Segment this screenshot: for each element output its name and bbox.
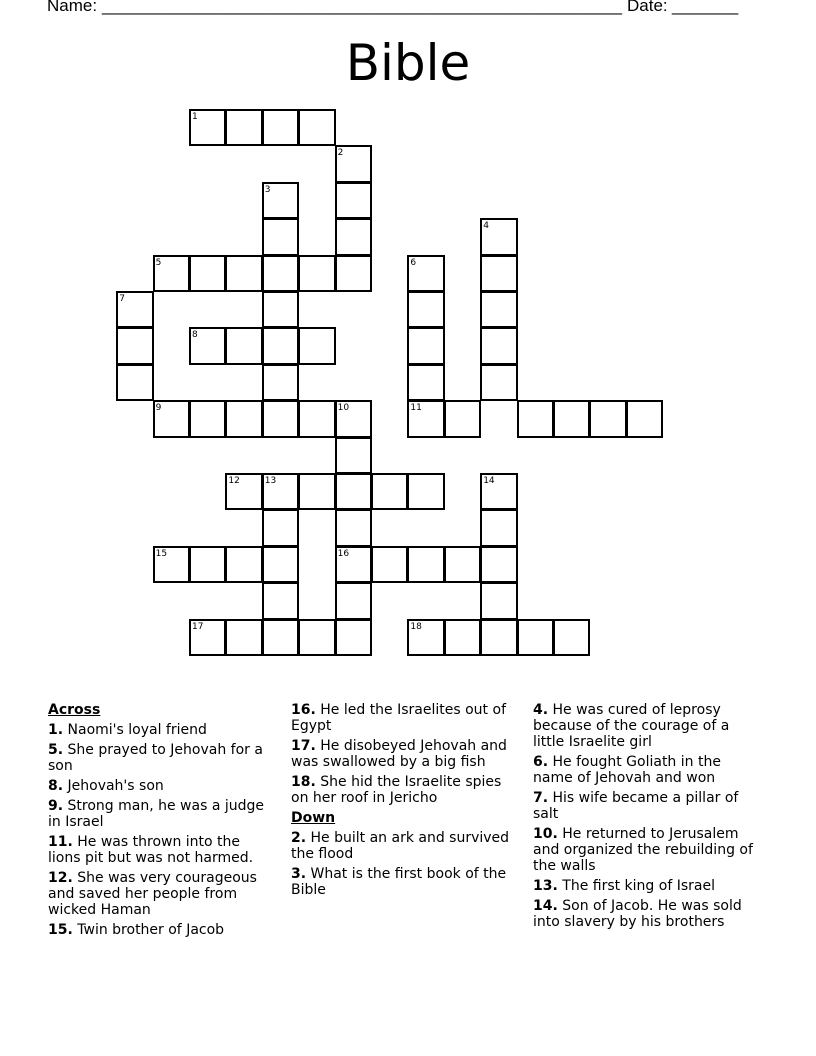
clue-number-label: 15. <box>48 922 73 938</box>
grid-cell[interactable] <box>480 327 517 364</box>
clue-across <box>291 774 519 806</box>
clue-number: 13 <box>264 476 277 486</box>
grid-cell[interactable] <box>407 473 444 510</box>
grid-cell[interactable] <box>480 546 517 583</box>
clue-number-label: 8. <box>48 778 64 794</box>
grid-cell[interactable] <box>444 546 481 583</box>
grid-cell[interactable] <box>335 582 372 619</box>
clue-number-label: 4. <box>533 702 549 718</box>
clue-number: 6 <box>410 257 417 268</box>
clue-number-label: 10. <box>533 826 558 842</box>
clue-across <box>48 742 276 774</box>
clue-section-heading: Across <box>48 702 101 718</box>
clue-number: 8 <box>192 330 198 341</box>
puzzle-title: Bible <box>345 34 471 92</box>
clue-down <box>533 878 765 894</box>
grid-cell[interactable] <box>262 509 299 546</box>
clue-text: He led the Israelites out of Egypt <box>291 702 506 734</box>
clue-down <box>533 790 765 822</box>
clue-number-label: 18. <box>291 774 316 790</box>
grid-cell[interactable] <box>335 437 372 474</box>
grid-cell[interactable] <box>225 400 262 437</box>
grid-cell[interactable] <box>335 473 372 510</box>
date-blank-line: _______ <box>672 0 739 15</box>
grid-cell[interactable] <box>335 509 372 546</box>
grid-cell[interactable] <box>298 327 335 364</box>
clue-number: 4 <box>483 221 489 232</box>
clue-number-label: 9. <box>48 798 64 814</box>
clue-text: Strong man, he was a judge in Israel <box>48 798 264 830</box>
clue-text: Naomi's loyal friend <box>67 722 207 738</box>
grid-cell[interactable] <box>335 218 372 255</box>
clue-number: 17 <box>192 621 204 632</box>
grid-cell[interactable] <box>517 619 554 656</box>
clue-number: 14 <box>483 476 495 486</box>
clue-text: Son of Jacob. He was sold into slavery by his brothers <box>533 898 742 930</box>
clue-text: His wife became a pillar of salt <box>533 790 739 822</box>
grid-cell[interactable] <box>225 109 262 146</box>
clue-down <box>533 898 765 930</box>
grid-cell[interactable] <box>116 327 153 364</box>
clue-text: Twin brother of Jacob <box>77 922 225 938</box>
grid-cell[interactable] <box>480 582 517 619</box>
clue-number: 9 <box>155 403 162 414</box>
grid-cell[interactable] <box>298 619 335 656</box>
grid-cell[interactable] <box>189 255 226 292</box>
clue-number-label: 17. <box>291 738 316 754</box>
clue-number-label: 5. <box>48 742 64 758</box>
grid-cell[interactable] <box>225 255 262 292</box>
clue-text: He was cured of leprosy because of the courage of a little Israelite girl <box>533 702 730 750</box>
grid-cell[interactable] <box>262 291 299 328</box>
grid-cell[interactable] <box>298 109 335 146</box>
grid-cell[interactable] <box>262 327 299 364</box>
clue-across <box>48 778 276 794</box>
grid-cell[interactable] <box>553 400 590 437</box>
grid-cell[interactable] <box>189 400 226 437</box>
grid-cell[interactable] <box>444 619 481 656</box>
grid-cell[interactable] <box>262 619 299 656</box>
clue-number-label: 13. <box>533 878 558 894</box>
clue-number: 2 <box>337 148 344 159</box>
clue-text: What is the first book of the Bible <box>291 866 507 898</box>
clue-number: 7 <box>119 294 125 304</box>
clue-across <box>291 738 519 770</box>
grid-cell[interactable] <box>262 582 299 619</box>
grid-cell[interactable] <box>407 546 444 583</box>
clue-text: Jehovah's son <box>67 778 164 794</box>
grid-cell[interactable] <box>262 109 299 146</box>
clue-across <box>48 834 276 866</box>
clue-across <box>48 798 276 830</box>
clue-down <box>533 826 765 874</box>
clue-text: He fought Goliath in the name of Jehovah and won <box>533 754 721 786</box>
clue-number-label: 7. <box>533 790 549 806</box>
grid-cell[interactable] <box>480 619 517 656</box>
grid-cell[interactable] <box>225 619 262 656</box>
clue-number: 5 <box>155 257 162 268</box>
clue-number: 11 <box>410 403 422 414</box>
grid-cell[interactable] <box>298 400 335 437</box>
grid-cell[interactable] <box>444 400 481 437</box>
grid-cell[interactable] <box>262 218 299 255</box>
grid-cell[interactable] <box>480 509 517 546</box>
clue-column-1 <box>48 702 276 942</box>
grid-cell[interactable] <box>371 473 408 510</box>
grid-cell[interactable] <box>407 327 444 364</box>
clue-number-label: 2. <box>291 830 307 846</box>
grid-cell[interactable] <box>116 364 153 401</box>
grid-cell[interactable] <box>480 291 517 328</box>
clue-text: He disobeyed Jehovah and was swallowed by a big fish <box>291 738 507 770</box>
name-label: Name: <box>47 0 98 15</box>
clue-number-label: 11. <box>48 834 73 850</box>
clue-column-2 <box>291 702 519 902</box>
clue-down <box>291 866 519 898</box>
clue-column-3 <box>533 702 765 934</box>
grid-cell[interactable] <box>298 255 335 292</box>
name-blank-line: _______________________________________________________ <box>102 0 623 15</box>
clue-number-label: 12. <box>48 870 73 886</box>
clue-number: 3 <box>264 184 271 195</box>
clue-number-label: 6. <box>533 754 549 770</box>
clue-text: He returned to Jerusalem and organized the rebuilding of the walls <box>533 826 753 874</box>
grid-cell[interactable] <box>262 546 299 583</box>
clue-text: The first king of Israel <box>562 878 715 894</box>
grid-cell[interactable] <box>189 546 226 583</box>
clue-across <box>291 702 519 734</box>
grid-cell[interactable] <box>298 473 335 510</box>
clue-number: 18 <box>410 621 422 632</box>
grid-cell[interactable] <box>262 400 299 437</box>
date-label: Date: <box>627 0 668 15</box>
clue-across <box>48 922 276 938</box>
clue-across <box>48 722 276 738</box>
grid-cell[interactable] <box>225 546 262 583</box>
clue-down <box>533 754 765 786</box>
clue-text: He built an ark and survived the flood <box>291 830 510 862</box>
clue-text: She hid the Israelite spies on her roof in Jericho <box>291 774 502 806</box>
grid-cell[interactable] <box>371 546 408 583</box>
grid-cell[interactable] <box>335 619 372 656</box>
grid-cell[interactable] <box>335 182 372 219</box>
clue-number: 1 <box>192 112 198 122</box>
grid-cell[interactable] <box>407 291 444 328</box>
grid-cell[interactable] <box>553 619 590 656</box>
clue-number-label: 3. <box>291 866 307 882</box>
grid-cell[interactable] <box>335 255 372 292</box>
clue-section-heading: Down <box>291 810 336 826</box>
grid-cell[interactable] <box>262 364 299 401</box>
clue-text: He was thrown into the lions pit but was not harmed. <box>48 834 254 866</box>
clue-down <box>533 702 765 750</box>
clue-text: She was very courageous and saved her people from wicked Haman <box>48 870 257 918</box>
grid-cell[interactable] <box>407 364 444 401</box>
clue-number-label: 1. <box>48 722 64 738</box>
clue-number: 12 <box>228 476 240 486</box>
grid-cell[interactable] <box>225 327 262 364</box>
clue-number: 15 <box>155 548 168 559</box>
grid-cell[interactable] <box>480 364 517 401</box>
clue-number: 10 <box>337 403 350 414</box>
grid-cell[interactable] <box>589 400 626 437</box>
clue-across <box>48 870 276 918</box>
grid-cell[interactable] <box>626 400 663 437</box>
grid-cell[interactable] <box>262 255 299 292</box>
clue-number: 16 <box>337 548 350 559</box>
clue-number-label: 16. <box>291 702 316 718</box>
grid-cell[interactable] <box>480 255 517 292</box>
grid-cell[interactable] <box>517 400 554 437</box>
clue-number-label: 14. <box>533 898 558 914</box>
clue-text: She prayed to Jehovah for a son <box>48 742 263 774</box>
clue-down <box>291 830 519 862</box>
